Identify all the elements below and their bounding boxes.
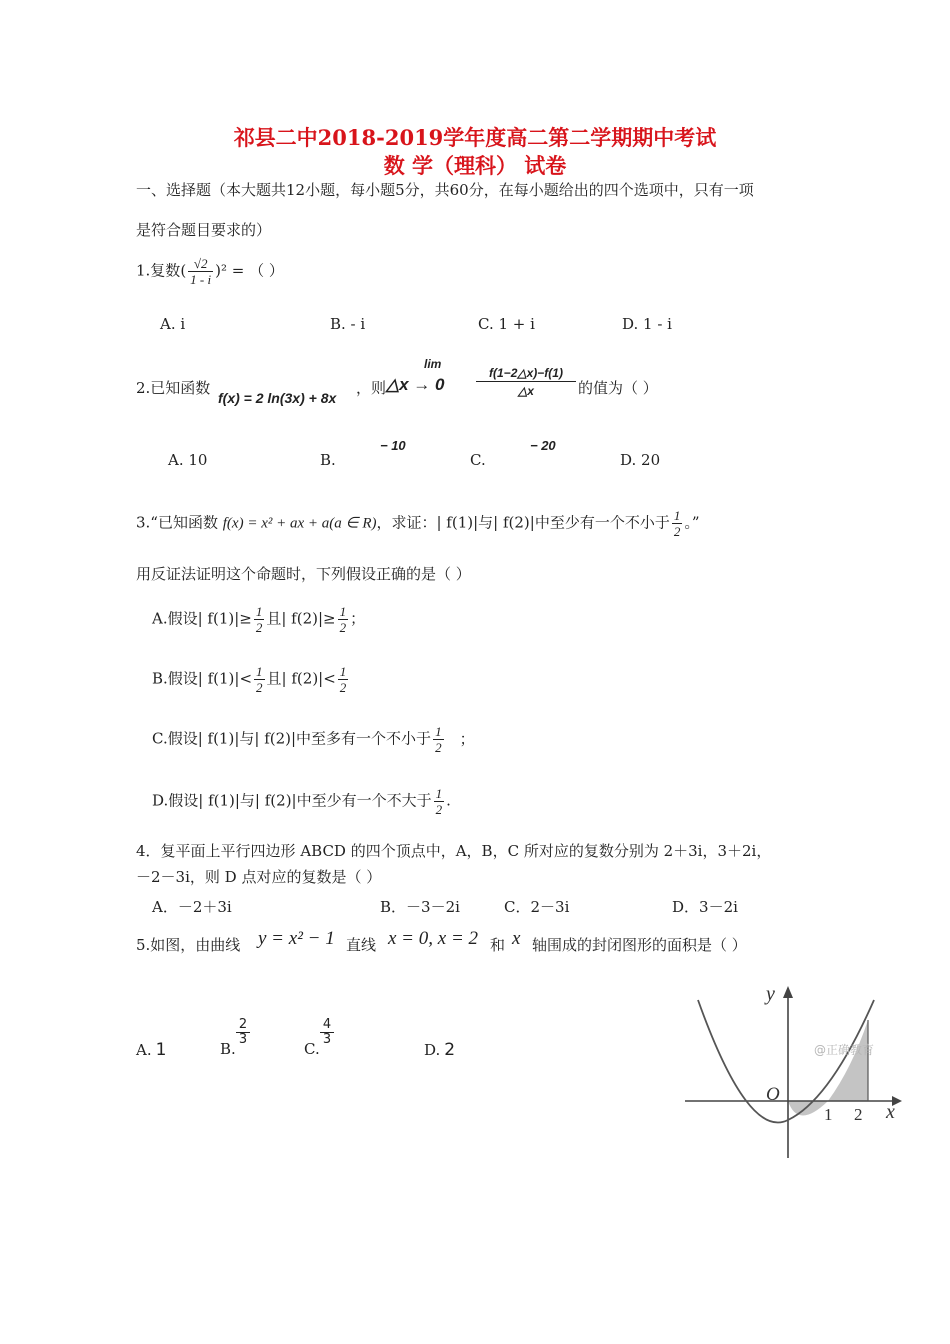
q4-line2: －2－3i，则 D 点对应的复数是（ ）: [136, 868, 382, 886]
q5-option-d: D. 2: [424, 1040, 456, 1060]
q2-suffix: 的值为（ ）: [578, 379, 658, 397]
q2-then: ，则: [356, 379, 387, 397]
q1-option-c: C. 1 + i: [478, 315, 535, 333]
q5-lines: x = 0, x = 2: [388, 928, 479, 949]
q4-line1: 4．复平面上平行四边形 ABCD 的四个顶点中，A，B，C 所对应的复数分别为 2＋3i，3＋2i，: [136, 842, 772, 860]
q5-option-c: C.: [304, 1040, 320, 1058]
question-1: 1.复数( $\frac{√2}{1 - i}$ )² = （ ）: [136, 256, 284, 287]
shaded-region-above: [828, 1020, 868, 1101]
exam-subtitle: 数 学（理科） 试卷: [383, 153, 567, 178]
q1-suffix: ² = （ ）: [220, 261, 284, 280]
q2-option-b-value: − 10: [380, 438, 406, 453]
exam-title: 祁县二中2018-2019学年度高二第二学期期中考试: [233, 125, 717, 150]
q3-line2: 用反证法证明这个命题时，下列假设正确的是（ ）: [136, 565, 471, 583]
q2-function: f(x) = 2 ln(3x) + 8x: [218, 390, 337, 406]
parabola-curve: [698, 1000, 874, 1123]
q2-option-d: D. 20: [620, 451, 661, 469]
q2-option-b: B.: [320, 451, 336, 469]
y-axis-arrow-icon: [783, 986, 793, 998]
q3-option-a: A.假设| f(1)|≥ $\frac{1}{2}$ 且| f(2)|≥ $\frac{1}{2}$ ；: [152, 604, 366, 635]
q3-half: $\frac{1}{2}$: [673, 508, 681, 539]
q4-option-d: D．3－2i: [672, 898, 738, 916]
q5-option-c-frac: 4 3: [320, 1018, 334, 1047]
shaded-region-below: [788, 1101, 828, 1116]
watermark-text: @正确教育: [814, 1043, 875, 1057]
q3-option-d: D.假设| f(1)|与| f(2)|中至少有一个不大于 $\frac{1}{2}$ .: [152, 786, 451, 817]
q5-suffix: 轴围成的封闭图形的面积是（ ）: [532, 936, 747, 954]
q2-frac: [476, 366, 576, 398]
q5-and: 和: [490, 936, 506, 954]
q5-curve: y = x² − 1: [258, 928, 335, 949]
q2-frac-den: △x: [518, 384, 534, 398]
q2-lim: lim: [424, 357, 442, 371]
origin-label: O: [766, 1084, 780, 1105]
q1-option-d: D. 1 - i: [622, 315, 672, 333]
q2-option-a: A. 10: [168, 451, 208, 469]
q5-lines-label: 直线: [346, 936, 377, 954]
q4-option-a: A．－2＋3i: [152, 898, 232, 916]
q3-function: f(x) = x² + ax + a(a ∈ R): [222, 515, 377, 532]
section-heading-cont: 是符合题目要求的）: [136, 221, 272, 239]
q3-option-c: C.假设| f(1)|与| f(2)|中至多有一个不小于 $\frac{1}{2}$ ；: [152, 724, 475, 755]
q2-limit-expr: △x → 0: [386, 375, 445, 394]
parabola-figure: [680, 980, 910, 1165]
q2-prefix: 2.已知函数: [136, 379, 211, 397]
q1-option-b: B. - i: [330, 315, 366, 333]
q5-option-b-frac: 2 3: [236, 1018, 250, 1047]
q5-axis: x: [512, 928, 521, 949]
q4-option-c: C．2－3i: [504, 898, 570, 916]
q5-prefix: 5.如图，由曲线: [136, 936, 241, 954]
x-axis-label: x: [886, 1101, 895, 1123]
y-axis-label: y: [766, 983, 775, 1005]
q5-option-b: B.: [220, 1040, 236, 1058]
q1-prefix: 1.复数: [136, 261, 181, 280]
q1-fraction: $\frac{√2}{1 - i}$: [190, 256, 212, 287]
q1-option-a: A. i: [160, 315, 186, 333]
tick-1-label: 1: [824, 1105, 833, 1124]
q2-frac-num: f(1−2△x)−f(1): [476, 366, 576, 382]
tick-2-label: 2: [854, 1105, 863, 1124]
q2-option-c: C.: [470, 451, 486, 469]
section-heading: 一、选择题（本大题共12小题，每小题5分，共60分，在每小题给出的四个选项中，只有一项: [136, 181, 754, 199]
q2-option-c-value: − 20: [530, 438, 556, 453]
q3-option-b: B.假设| f(1)|< $\frac{1}{2}$ 且| f(2)|< $\frac{1}{2}$: [152, 664, 347, 695]
q4-option-b: B．－3－2i: [380, 898, 460, 916]
question-3: 3.“已知函数 f(x) = x² + ax + a(a ∈ R)，求证：| f(1)|与| f(2)|中至少有一个不小于 $\frac{1}{2}$ 。”: [136, 508, 700, 539]
q5-option-a: A. 1: [136, 1040, 167, 1060]
